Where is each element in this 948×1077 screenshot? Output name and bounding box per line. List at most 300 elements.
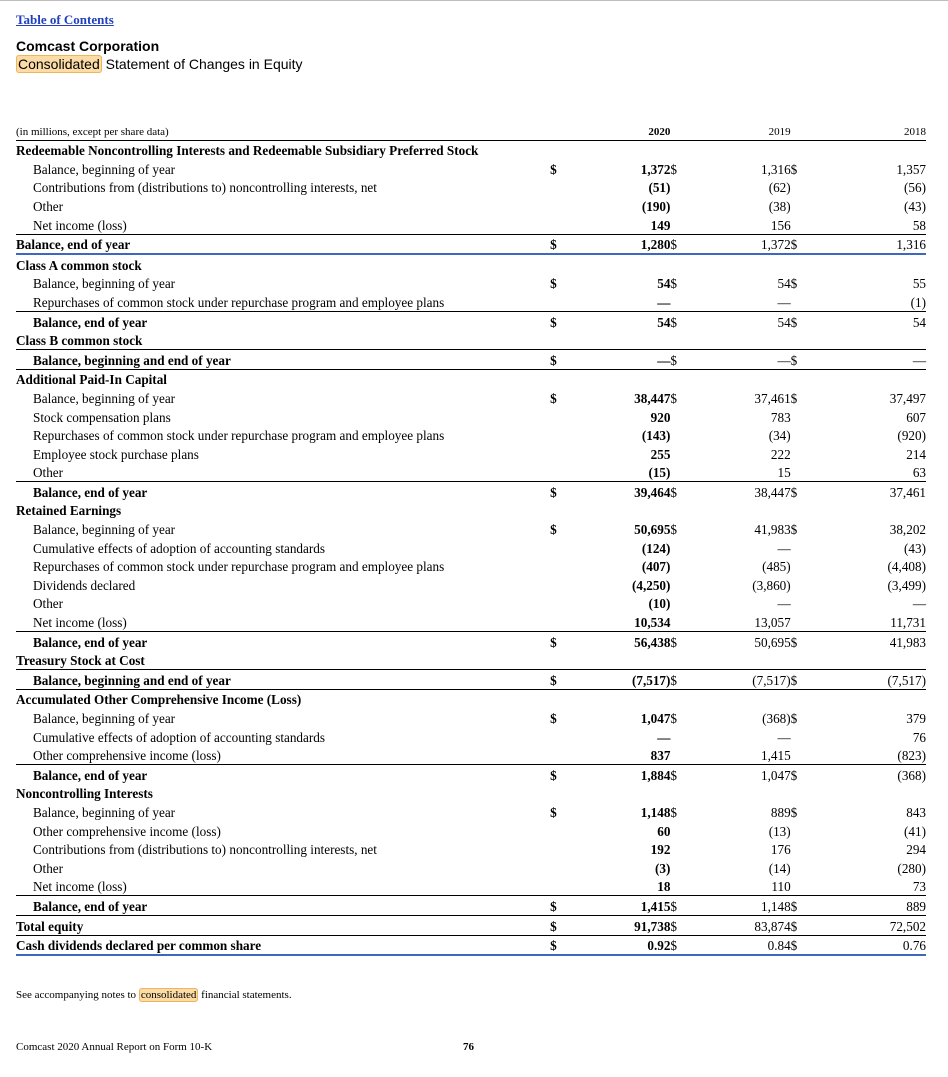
dollar-sign bbox=[791, 746, 817, 765]
dollar-sign: $ bbox=[791, 350, 817, 370]
value-2019: 83,874 bbox=[696, 915, 790, 935]
dollar-sign: $ bbox=[790, 804, 798, 820]
row-label: Balance, end of year bbox=[16, 632, 550, 651]
table-row bbox=[16, 234, 926, 254]
statement-title bbox=[16, 56, 303, 72]
value-2020: (10) bbox=[648, 596, 671, 612]
row-label: Total equity bbox=[16, 915, 550, 935]
dollar-sign bbox=[550, 557, 576, 576]
value-2020: 255 bbox=[650, 446, 671, 462]
row-label: Other bbox=[33, 465, 64, 481]
value-2019: 13,057 bbox=[754, 615, 791, 631]
value-2020: 920 bbox=[650, 409, 671, 425]
table-row bbox=[16, 612, 926, 631]
dollar-sign: $ bbox=[790, 276, 798, 292]
value-2019: 156 bbox=[770, 217, 791, 233]
dollar-sign bbox=[670, 689, 696, 708]
value-2020: 1,884 bbox=[576, 765, 670, 784]
dollar-sign bbox=[670, 254, 696, 274]
value-2018 bbox=[817, 254, 926, 274]
value-2020 bbox=[576, 501, 670, 520]
value-2019: — bbox=[777, 596, 791, 612]
dollar-sign: $ bbox=[791, 482, 817, 501]
value-2018: 1,316 bbox=[817, 234, 926, 254]
value-2020: (3) bbox=[655, 860, 671, 876]
row-label: Cumulative effects of adoption of accounting standards bbox=[33, 540, 325, 556]
value-2018 bbox=[817, 331, 926, 350]
dollar-sign bbox=[670, 140, 696, 159]
value-2018: 294 bbox=[906, 842, 926, 858]
dollar-sign bbox=[791, 292, 817, 311]
value-2020 bbox=[576, 651, 670, 670]
value-2019: 1,316 bbox=[761, 161, 791, 177]
dollar-sign: $ bbox=[791, 915, 817, 935]
row-label: Net income (loss) bbox=[33, 217, 127, 233]
table-row bbox=[16, 444, 926, 463]
row-label: Balance, beginning of year bbox=[33, 390, 176, 406]
highlighted-term: consolidated bbox=[140, 989, 197, 1001]
value-2019: — bbox=[777, 729, 791, 745]
dollar-sign bbox=[791, 196, 817, 215]
value-2020: 1,372 bbox=[640, 161, 671, 177]
dollar-sign bbox=[670, 538, 696, 557]
dollar-sign bbox=[550, 215, 576, 234]
value-2018: — bbox=[912, 596, 926, 612]
dollar-sign bbox=[550, 821, 576, 840]
value-2020: 18 bbox=[657, 879, 671, 895]
units-label: (in millions, except per share data) bbox=[16, 121, 550, 140]
column-2018: 2018 bbox=[817, 121, 926, 140]
dollar-sign bbox=[550, 407, 576, 426]
dollar-sign: $ bbox=[550, 670, 576, 690]
dollar-sign bbox=[791, 575, 817, 594]
row-label: Other bbox=[33, 596, 64, 612]
dollar-sign bbox=[791, 254, 817, 274]
value-2018: 37,497 bbox=[889, 390, 926, 406]
footnote-text-end: financial statements. bbox=[198, 989, 292, 1001]
dollar-sign bbox=[550, 140, 576, 159]
dollar-sign bbox=[670, 877, 696, 896]
dollar-sign: $ bbox=[550, 804, 557, 820]
row-label: Balance, beginning of year bbox=[33, 522, 176, 538]
dollar-sign bbox=[550, 575, 576, 594]
dollar-sign: $ bbox=[550, 915, 576, 935]
value-2020: (124) bbox=[641, 540, 671, 556]
value-2019: 889 bbox=[770, 804, 791, 820]
value-2020 bbox=[576, 689, 670, 708]
value-2018 bbox=[817, 140, 926, 159]
value-2018: (920) bbox=[897, 428, 926, 444]
dollar-sign: $ bbox=[670, 670, 696, 690]
dollar-sign bbox=[550, 196, 576, 215]
value-2019: 37,461 bbox=[754, 390, 791, 406]
row-label: Balance, beginning of year bbox=[33, 161, 176, 177]
dollar-sign: $ bbox=[670, 234, 696, 254]
table-row bbox=[16, 877, 926, 896]
dollar-sign: $ bbox=[791, 935, 817, 955]
row-label: Other bbox=[33, 860, 64, 876]
table-row bbox=[16, 670, 926, 690]
value-2018: 37,461 bbox=[817, 482, 926, 501]
value-2018: (3,499) bbox=[887, 577, 926, 593]
row-label: Stock compensation plans bbox=[33, 409, 171, 425]
dollar-sign bbox=[550, 178, 576, 197]
value-2019 bbox=[696, 689, 790, 708]
dollar-sign bbox=[791, 612, 817, 631]
dollar-sign bbox=[550, 727, 576, 746]
value-2019: 38,447 bbox=[696, 482, 790, 501]
row-label: Class B common stock bbox=[16, 333, 143, 349]
dollar-sign bbox=[791, 407, 817, 426]
dollar-sign bbox=[550, 463, 576, 482]
dollar-sign bbox=[791, 426, 817, 445]
row-label: Accumulated Other Comprehensive Income (Loss) bbox=[16, 692, 302, 708]
value-2018: (280) bbox=[897, 860, 926, 876]
value-2019 bbox=[696, 254, 790, 274]
value-2018: 1,357 bbox=[896, 161, 926, 177]
dollar-sign bbox=[791, 784, 817, 803]
table-row bbox=[16, 196, 926, 215]
dollar-sign bbox=[550, 331, 576, 350]
value-2018: (56) bbox=[904, 180, 926, 196]
dollar-sign: $ bbox=[791, 896, 817, 916]
column-2019: 2019 bbox=[696, 121, 790, 140]
value-2019: (14) bbox=[768, 860, 791, 876]
company-name: Comcast Corporation bbox=[16, 38, 160, 54]
row-label: Net income (loss) bbox=[33, 879, 127, 895]
dollar-sign: $ bbox=[550, 896, 576, 916]
value-2020: (15) bbox=[648, 465, 671, 481]
dollar-sign: $ bbox=[791, 234, 817, 254]
value-2019: 783 bbox=[770, 409, 791, 425]
table-row bbox=[16, 292, 926, 311]
row-label: Class A common stock bbox=[16, 257, 142, 273]
value-2019: (485) bbox=[762, 559, 791, 575]
dollar-sign: $ bbox=[670, 311, 696, 330]
dollar-sign bbox=[670, 331, 696, 350]
dollar-sign bbox=[670, 407, 696, 426]
table-row bbox=[16, 840, 926, 859]
value-2020: (51) bbox=[648, 180, 671, 196]
value-2020: 39,464 bbox=[576, 482, 670, 501]
dollar-sign bbox=[791, 858, 817, 877]
value-2020 bbox=[576, 331, 670, 350]
dollar-sign bbox=[791, 178, 817, 197]
value-2018: (43) bbox=[904, 198, 926, 214]
value-2018: 214 bbox=[906, 446, 926, 462]
dollar-sign: $ bbox=[791, 311, 817, 330]
dollar-sign: $ bbox=[670, 522, 678, 538]
value-2020: 56,438 bbox=[576, 632, 670, 651]
section-header-row bbox=[16, 501, 926, 520]
row-label: Contributions from (distributions to) noncontrolling interests, net bbox=[33, 842, 377, 858]
dollar-sign bbox=[791, 463, 817, 482]
section-header-row bbox=[16, 784, 926, 803]
value-2020: 54 bbox=[657, 276, 671, 292]
dollar-sign: $ bbox=[670, 390, 678, 406]
value-2018: (4,408) bbox=[887, 559, 926, 575]
value-2019: 1,372 bbox=[696, 234, 790, 254]
table-row bbox=[16, 802, 926, 821]
value-2019: 110 bbox=[771, 879, 791, 895]
value-2019 bbox=[696, 651, 790, 670]
value-2019 bbox=[696, 331, 790, 350]
dollar-sign bbox=[670, 292, 696, 311]
dollar-sign bbox=[670, 557, 696, 576]
value-2019: 176 bbox=[770, 842, 791, 858]
dollar-sign bbox=[791, 444, 817, 463]
value-2018: 72,502 bbox=[817, 915, 926, 935]
value-2019: 1,047 bbox=[696, 765, 790, 784]
footnote-text: See accompanying notes to bbox=[16, 989, 139, 1001]
value-2020: (143) bbox=[641, 428, 671, 444]
table-row bbox=[16, 482, 926, 501]
dollar-sign bbox=[550, 254, 576, 274]
value-2020 bbox=[576, 254, 670, 274]
row-label: Repurchases of common stock under repurchase program and employee plans bbox=[33, 428, 445, 444]
value-2020: (190) bbox=[641, 198, 671, 214]
dollar-sign: $ bbox=[670, 896, 696, 916]
dollar-sign bbox=[670, 594, 696, 613]
row-label: Contributions from (distributions to) noncontrolling interests, net bbox=[33, 180, 377, 196]
dollar-sign: $ bbox=[550, 276, 557, 292]
row-label: Additional Paid-In Capital bbox=[16, 372, 167, 388]
value-2019: — bbox=[696, 350, 790, 370]
value-2020: — bbox=[657, 729, 671, 745]
dollar-sign bbox=[791, 651, 817, 670]
page-number: 76 bbox=[463, 1041, 474, 1053]
table-of-contents-link[interactable]: Table of Contents bbox=[16, 12, 114, 27]
value-2018: 63 bbox=[912, 465, 926, 481]
value-2019: (62) bbox=[768, 180, 791, 196]
dollar-sign: $ bbox=[550, 935, 576, 955]
table-row bbox=[16, 159, 926, 178]
table-row bbox=[16, 746, 926, 765]
row-label: Other comprehensive income (loss) bbox=[33, 823, 221, 839]
dollar-sign: $ bbox=[791, 632, 817, 651]
dollar-sign bbox=[550, 612, 576, 631]
value-2018: 54 bbox=[817, 311, 926, 330]
table-row bbox=[16, 538, 926, 557]
value-2019: — bbox=[777, 294, 791, 310]
row-label: Balance, beginning of year bbox=[33, 276, 176, 292]
dollar-sign bbox=[550, 538, 576, 557]
dollar-sign bbox=[670, 821, 696, 840]
table-row bbox=[16, 388, 926, 407]
dollar-sign bbox=[670, 463, 696, 482]
value-2018: 379 bbox=[906, 711, 926, 726]
value-2018: (368) bbox=[817, 765, 926, 784]
dollar-sign bbox=[791, 331, 817, 350]
dollar-sign bbox=[550, 689, 576, 708]
dollar-sign bbox=[550, 784, 576, 803]
value-2020: (407) bbox=[641, 559, 671, 575]
dollar-sign: $ bbox=[670, 632, 696, 651]
dollar-sign: $ bbox=[550, 234, 576, 254]
dollar-sign bbox=[670, 426, 696, 445]
dollar-sign: $ bbox=[670, 711, 678, 726]
dollar-sign: $ bbox=[790, 390, 798, 406]
row-label: Other comprehensive income (loss) bbox=[33, 748, 221, 764]
table-row bbox=[16, 896, 926, 916]
table-row bbox=[16, 915, 926, 935]
highlighted-term: Consolidated bbox=[18, 56, 100, 72]
dollar-sign: $ bbox=[670, 350, 696, 370]
table-row bbox=[16, 935, 926, 955]
dollar-sign bbox=[550, 594, 576, 613]
value-2018: (1) bbox=[910, 294, 926, 310]
row-label: Cash dividends declared per common share bbox=[16, 935, 550, 955]
dollar-sign: $ bbox=[791, 670, 817, 690]
dollar-sign bbox=[550, 369, 576, 388]
dollar-sign: $ bbox=[550, 522, 557, 538]
value-2018: 55 bbox=[912, 276, 926, 292]
dollar-sign: $ bbox=[550, 765, 576, 784]
value-2018: 11,731 bbox=[890, 615, 926, 631]
dollar-sign bbox=[550, 292, 576, 311]
value-2018: 607 bbox=[906, 409, 926, 425]
value-2019: 1,415 bbox=[761, 748, 791, 764]
value-2018 bbox=[817, 651, 926, 670]
dollar-sign bbox=[670, 612, 696, 631]
row-label: Redeemable Noncontrolling Interests and Redeemable Subsidiary Preferred Stock bbox=[16, 143, 479, 159]
value-2019: (34) bbox=[768, 428, 791, 444]
section-header-row bbox=[16, 331, 926, 350]
value-2019: 222 bbox=[770, 446, 791, 462]
table-row bbox=[16, 557, 926, 576]
value-2018 bbox=[817, 784, 926, 803]
dollar-sign: $ bbox=[670, 804, 678, 820]
dollar-sign bbox=[791, 877, 817, 896]
section-header-row bbox=[16, 651, 926, 670]
dollar-sign bbox=[670, 215, 696, 234]
value-2018: 843 bbox=[906, 804, 926, 820]
value-2020: 60 bbox=[657, 823, 671, 839]
section-header-row bbox=[16, 140, 926, 159]
value-2020: 192 bbox=[650, 842, 671, 858]
value-2020 bbox=[576, 369, 670, 388]
table-row bbox=[16, 407, 926, 426]
dollar-sign: $ bbox=[670, 161, 678, 177]
value-2019: 0.84 bbox=[696, 935, 790, 955]
value-2019: 54 bbox=[696, 311, 790, 330]
row-label: Other bbox=[33, 198, 64, 214]
dollar-sign: $ bbox=[550, 350, 576, 370]
dollar-sign bbox=[670, 727, 696, 746]
dollar-sign: $ bbox=[790, 711, 798, 726]
dollar-sign bbox=[670, 651, 696, 670]
value-2018: 76 bbox=[912, 729, 926, 745]
table-row bbox=[16, 858, 926, 877]
table-header-row bbox=[16, 121, 926, 140]
table-row bbox=[16, 311, 926, 330]
value-2020: 91,738 bbox=[576, 915, 670, 935]
dollar-sign bbox=[550, 858, 576, 877]
value-2019: 15 bbox=[777, 465, 791, 481]
value-2019: (3,860) bbox=[752, 577, 791, 593]
row-label: Net income (loss) bbox=[33, 615, 127, 631]
row-label: Balance, beginning and end of year bbox=[16, 350, 550, 370]
row-label: Balance, end of year bbox=[16, 896, 550, 916]
value-2019: — bbox=[777, 540, 791, 556]
dollar-sign bbox=[670, 444, 696, 463]
value-2018: (41) bbox=[904, 823, 926, 839]
dollar-sign: $ bbox=[550, 311, 576, 330]
value-2019 bbox=[696, 369, 790, 388]
dollar-sign bbox=[550, 840, 576, 859]
value-2019: 41,983 bbox=[754, 522, 791, 538]
dollar-sign: $ bbox=[670, 482, 696, 501]
value-2018: — bbox=[817, 350, 926, 370]
table-row bbox=[16, 463, 926, 482]
dollar-sign bbox=[791, 215, 817, 234]
statement-title-rest: Statement of Changes in Equity bbox=[101, 56, 303, 72]
dollar-sign: $ bbox=[670, 915, 696, 935]
column-2020: 2020 bbox=[576, 121, 670, 140]
dollar-sign bbox=[791, 140, 817, 159]
dollar-sign bbox=[791, 594, 817, 613]
table-row bbox=[16, 426, 926, 445]
value-2018: (7,517) bbox=[817, 670, 926, 690]
footnote bbox=[16, 989, 292, 1001]
table-row bbox=[16, 594, 926, 613]
value-2018: (43) bbox=[904, 540, 926, 556]
row-label: Balance, end of year bbox=[16, 234, 550, 254]
value-2019: 54 bbox=[777, 276, 791, 292]
value-2018: 73 bbox=[912, 879, 926, 895]
dollar-sign bbox=[791, 538, 817, 557]
dollar-sign: $ bbox=[790, 522, 798, 538]
value-2018: 41,983 bbox=[817, 632, 926, 651]
dollar-sign bbox=[550, 651, 576, 670]
table-row bbox=[16, 215, 926, 234]
dollar-sign bbox=[550, 746, 576, 765]
dollar-sign: $ bbox=[670, 935, 696, 955]
table-row bbox=[16, 178, 926, 197]
dollar-sign bbox=[791, 821, 817, 840]
value-2019: (38) bbox=[768, 198, 791, 214]
dollar-sign bbox=[550, 444, 576, 463]
row-label: Treasury Stock at Cost bbox=[16, 653, 145, 669]
value-2019 bbox=[696, 140, 790, 159]
dollar-sign bbox=[791, 557, 817, 576]
dollar-sign: $ bbox=[670, 276, 678, 292]
dollar-sign: $ bbox=[550, 632, 576, 651]
dollar-sign: $ bbox=[550, 482, 576, 501]
value-2020 bbox=[576, 784, 670, 803]
dollar-sign bbox=[670, 369, 696, 388]
value-2020: 50,695 bbox=[634, 522, 671, 538]
value-2018: 58 bbox=[912, 217, 926, 233]
row-label: Balance, beginning of year bbox=[33, 804, 176, 820]
dollar-sign bbox=[791, 689, 817, 708]
value-2020: (4,250) bbox=[631, 577, 671, 593]
section-header-row bbox=[16, 689, 926, 708]
row-label: Employee stock purchase plans bbox=[33, 446, 199, 462]
row-label: Balance, end of year bbox=[16, 482, 550, 501]
row-label: Balance, end of year bbox=[16, 765, 550, 784]
value-2020: 1,415 bbox=[576, 896, 670, 916]
value-2018: 38,202 bbox=[889, 522, 926, 538]
dollar-sign bbox=[791, 501, 817, 520]
table-row bbox=[16, 350, 926, 370]
table-row bbox=[16, 727, 926, 746]
table-row bbox=[16, 708, 926, 727]
value-2020 bbox=[576, 140, 670, 159]
value-2019: (7,517) bbox=[696, 670, 790, 690]
table-row bbox=[16, 821, 926, 840]
value-2020: 10,534 bbox=[634, 615, 671, 631]
